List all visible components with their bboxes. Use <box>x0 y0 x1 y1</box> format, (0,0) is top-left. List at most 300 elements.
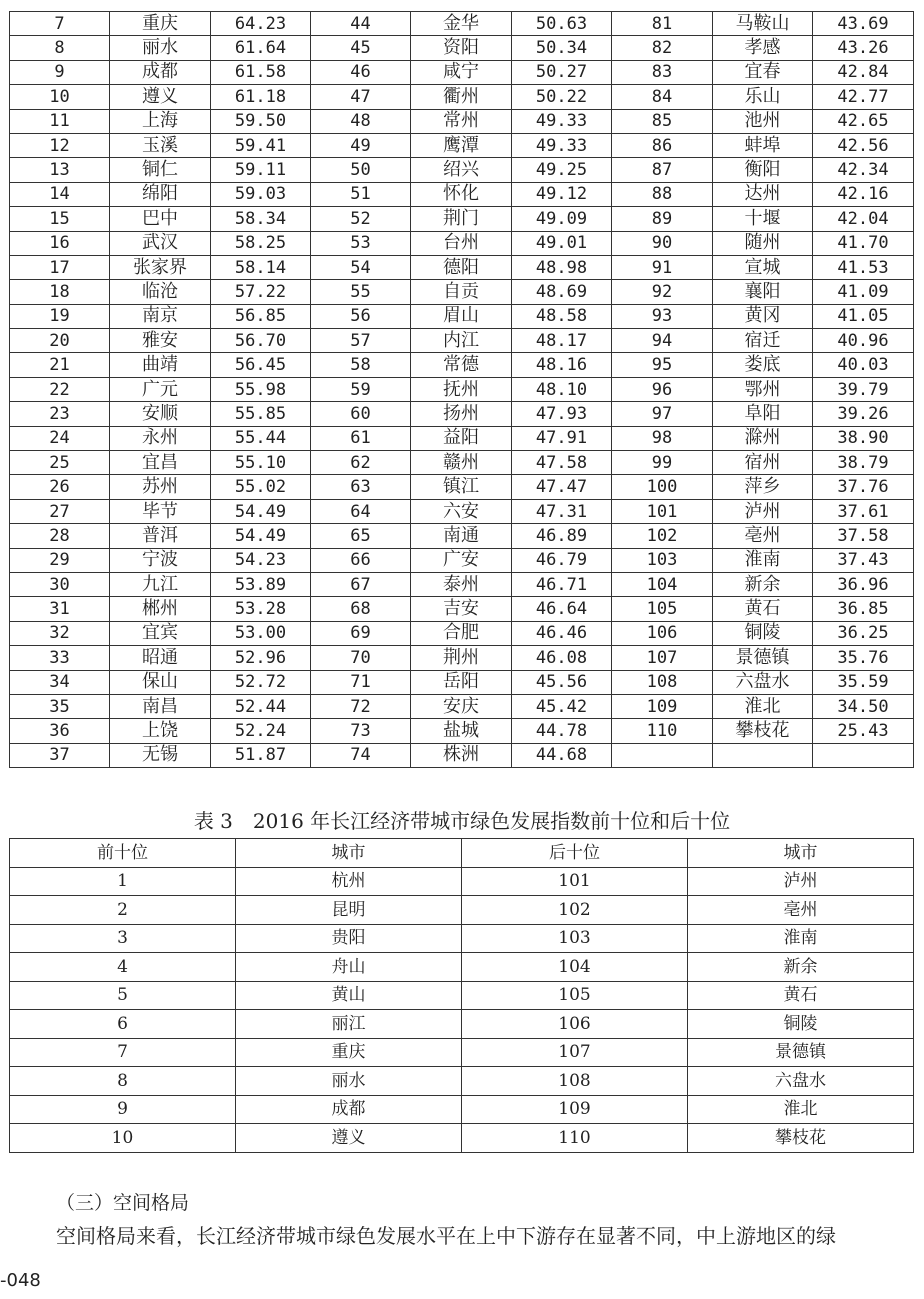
score-cell: 47.31 <box>512 499 612 523</box>
city-cell: 攀枝花 <box>688 1124 914 1153</box>
table-row <box>10 475 914 499</box>
city-cell: 达州 <box>713 182 813 206</box>
score-cell: 58.25 <box>211 231 311 255</box>
rank-cell: 83 <box>612 60 713 84</box>
score-cell: 42.34 <box>813 158 914 182</box>
city-cell: 内江 <box>411 329 512 353</box>
rank-cell: 65 <box>311 524 411 548</box>
rank-cell: 101 <box>462 867 688 896</box>
score-cell: 39.79 <box>813 377 914 401</box>
rank-cell: 35 <box>10 694 110 718</box>
city-cell: 淮北 <box>713 694 813 718</box>
city-cell: 保山 <box>110 670 211 694</box>
table-row <box>10 572 914 596</box>
rank-cell: 86 <box>612 133 713 157</box>
table-row <box>10 621 914 645</box>
city-cell: 扬州 <box>411 402 512 426</box>
table-row <box>10 231 914 255</box>
city-cell: 抚州 <box>411 377 512 401</box>
city-cell: 吉安 <box>411 597 512 621</box>
rank-cell: 58 <box>311 353 411 377</box>
table-row <box>10 85 914 109</box>
score-cell: 37.76 <box>813 475 914 499</box>
city-cell: 滁州 <box>713 426 813 450</box>
score-cell: 49.09 <box>512 207 612 231</box>
rank-cell: 100 <box>612 475 713 499</box>
rank-cell: 73 <box>311 719 411 743</box>
rank-cell: 12 <box>10 133 110 157</box>
score-cell: 40.96 <box>813 329 914 353</box>
score-cell: 47.58 <box>512 451 612 475</box>
city-cell: 武汉 <box>110 231 211 255</box>
city-cell: 绵阳 <box>110 182 211 206</box>
city-cell: 苏州 <box>110 475 211 499</box>
city-cell: 宣城 <box>713 255 813 279</box>
rank-cell: 67 <box>311 572 411 596</box>
city-cell: 丽水 <box>236 1067 462 1096</box>
score-cell: 54.49 <box>211 524 311 548</box>
city-cell: 亳州 <box>688 896 914 925</box>
city-cell: 无锡 <box>110 743 211 767</box>
table-row <box>10 36 914 60</box>
table-row <box>10 924 914 953</box>
rank-cell: 6 <box>10 1010 236 1039</box>
score-cell: 41.53 <box>813 255 914 279</box>
city-cell: 怀化 <box>411 182 512 206</box>
score-cell: 64.23 <box>211 12 311 36</box>
rank-cell: 15 <box>10 207 110 231</box>
score-cell: 43.26 <box>813 36 914 60</box>
rank-cell: 23 <box>10 402 110 426</box>
city-cell: 资阳 <box>411 36 512 60</box>
score-cell: 39.26 <box>813 402 914 426</box>
rank-cell: 10 <box>10 1124 236 1153</box>
city-cell: 临沧 <box>110 280 211 304</box>
score-cell: 53.00 <box>211 621 311 645</box>
rank-cell: 66 <box>311 548 411 572</box>
city-cell: 上饶 <box>110 719 211 743</box>
rank-cell: 2 <box>10 896 236 925</box>
city-cell: 株洲 <box>411 743 512 767</box>
rank-cell: 96 <box>612 377 713 401</box>
score-cell: 36.85 <box>813 597 914 621</box>
rank-cell: 13 <box>10 158 110 182</box>
ranking-table-body <box>10 12 914 768</box>
table3-title: 表 3 2016 年长江经济带城市绿色发展指数前十位和后十位 <box>193 809 731 833</box>
city-cell: 遵义 <box>110 85 211 109</box>
score-cell: 55.85 <box>211 402 311 426</box>
rank-cell: 20 <box>10 329 110 353</box>
score-cell: 46.71 <box>512 572 612 596</box>
city-cell: 安顺 <box>110 402 211 426</box>
city-cell: 铜陵 <box>713 621 813 645</box>
city-cell: 九江 <box>110 572 211 596</box>
score-cell: 44.78 <box>512 719 612 743</box>
city-cell <box>713 743 813 767</box>
city-cell: 舟山 <box>236 953 462 982</box>
table-row <box>10 255 914 279</box>
score-cell: 35.76 <box>813 646 914 670</box>
rank-cell: 60 <box>311 402 411 426</box>
score-cell: 42.65 <box>813 109 914 133</box>
city-cell: 咸宁 <box>411 60 512 84</box>
city-cell: 景德镇 <box>713 646 813 670</box>
ranking-table-continued <box>9 11 914 768</box>
city-cell: 丽江 <box>236 1010 462 1039</box>
city-cell: 成都 <box>110 60 211 84</box>
city-cell: 赣州 <box>411 451 512 475</box>
rank-cell: 106 <box>462 1010 688 1039</box>
score-cell: 42.04 <box>813 207 914 231</box>
city-cell: 永州 <box>110 426 211 450</box>
city-cell: 铜陵 <box>688 1010 914 1039</box>
city-cell: 益阳 <box>411 426 512 450</box>
table-row <box>10 719 914 743</box>
score-cell: 50.27 <box>512 60 612 84</box>
rank-cell: 68 <box>311 597 411 621</box>
rank-cell: 17 <box>10 255 110 279</box>
score-cell: 48.17 <box>512 329 612 353</box>
score-cell: 53.28 <box>211 597 311 621</box>
rank-cell: 70 <box>311 646 411 670</box>
city-cell: 安庆 <box>411 694 512 718</box>
table-row <box>10 867 914 896</box>
table-row <box>10 12 914 36</box>
score-cell: 54.23 <box>211 548 311 572</box>
rank-cell: 105 <box>462 981 688 1010</box>
rank-cell: 63 <box>311 475 411 499</box>
rank-cell: 108 <box>612 670 713 694</box>
rank-cell: 4 <box>10 953 236 982</box>
table-row <box>10 182 914 206</box>
score-cell: 45.56 <box>512 670 612 694</box>
city-cell: 南昌 <box>110 694 211 718</box>
score-cell: 37.43 <box>813 548 914 572</box>
city-cell: 蚌埠 <box>713 133 813 157</box>
rank-cell: 62 <box>311 451 411 475</box>
score-cell: 37.61 <box>813 499 914 523</box>
rank-cell: 37 <box>10 743 110 767</box>
score-cell: 48.10 <box>512 377 612 401</box>
city-cell: 绍兴 <box>411 158 512 182</box>
score-cell: 48.58 <box>512 304 612 328</box>
city-cell: 鄂州 <box>713 377 813 401</box>
table-row <box>10 133 914 157</box>
city-cell: 玉溪 <box>110 133 211 157</box>
section-heading: （三）空间格局 <box>56 1192 190 1214</box>
table-row <box>10 694 914 718</box>
score-cell: 44.68 <box>512 743 612 767</box>
score-cell: 59.11 <box>211 158 311 182</box>
score-cell: 52.24 <box>211 719 311 743</box>
city-cell: 成都 <box>236 1095 462 1124</box>
city-cell: 萍乡 <box>713 475 813 499</box>
score-cell: 48.98 <box>512 255 612 279</box>
score-cell: 58.14 <box>211 255 311 279</box>
city-cell: 淮北 <box>688 1095 914 1124</box>
rank-cell: 59 <box>311 377 411 401</box>
score-cell: 52.44 <box>211 694 311 718</box>
city-cell: 岳阳 <box>411 670 512 694</box>
score-cell: 47.91 <box>512 426 612 450</box>
rank-cell: 52 <box>311 207 411 231</box>
score-cell: 56.70 <box>211 329 311 353</box>
rank-cell: 104 <box>612 572 713 596</box>
rank-cell: 91 <box>612 255 713 279</box>
rank-cell: 19 <box>10 304 110 328</box>
page-number: -048 <box>0 1270 41 1291</box>
table-row <box>10 981 914 1010</box>
score-cell: 55.10 <box>211 451 311 475</box>
score-cell: 56.85 <box>211 304 311 328</box>
table-row <box>10 426 914 450</box>
city-cell: 亳州 <box>713 524 813 548</box>
rank-cell: 48 <box>311 109 411 133</box>
rank-cell: 104 <box>462 953 688 982</box>
rank-cell: 99 <box>612 451 713 475</box>
city-cell: 宜春 <box>713 60 813 84</box>
score-cell: 61.58 <box>211 60 311 84</box>
score-cell: 49.33 <box>512 109 612 133</box>
rank-cell: 72 <box>311 694 411 718</box>
score-cell: 48.69 <box>512 280 612 304</box>
city-cell: 普洱 <box>110 524 211 548</box>
score-cell: 34.50 <box>813 694 914 718</box>
table3-header-cell: 城市 <box>236 839 462 868</box>
rank-cell: 110 <box>612 719 713 743</box>
city-cell: 宿州 <box>713 451 813 475</box>
table3-header-cell: 后十位 <box>462 839 688 868</box>
score-cell: 47.93 <box>512 402 612 426</box>
rank-cell: 101 <box>612 499 713 523</box>
city-cell: 常德 <box>411 353 512 377</box>
score-cell: 42.84 <box>813 60 914 84</box>
city-cell: 马鞍山 <box>713 12 813 36</box>
score-cell: 53.89 <box>211 572 311 596</box>
score-cell: 40.03 <box>813 353 914 377</box>
city-cell: 新余 <box>688 953 914 982</box>
city-cell: 南通 <box>411 524 512 548</box>
table-row <box>10 402 914 426</box>
rank-cell: 46 <box>311 60 411 84</box>
city-cell: 泸州 <box>688 867 914 896</box>
rank-cell: 109 <box>612 694 713 718</box>
table-row <box>10 207 914 231</box>
score-cell: 46.46 <box>512 621 612 645</box>
city-cell: 广元 <box>110 377 211 401</box>
score-cell: 42.77 <box>813 85 914 109</box>
city-cell: 巴中 <box>110 207 211 231</box>
rank-cell: 21 <box>10 353 110 377</box>
rank-cell: 34 <box>10 670 110 694</box>
table-row <box>10 109 914 133</box>
city-cell: 雅安 <box>110 329 211 353</box>
rank-cell: 32 <box>10 621 110 645</box>
table-row <box>10 548 914 572</box>
rank-cell: 9 <box>10 60 110 84</box>
rank-cell: 93 <box>612 304 713 328</box>
score-cell: 38.90 <box>813 426 914 450</box>
rank-cell: 8 <box>10 36 110 60</box>
rank-cell: 7 <box>10 12 110 36</box>
city-cell: 襄阳 <box>713 280 813 304</box>
rank-cell: 90 <box>612 231 713 255</box>
city-cell: 贵阳 <box>236 924 462 953</box>
city-cell: 毕节 <box>110 499 211 523</box>
city-cell: 十堰 <box>713 207 813 231</box>
city-cell: 眉山 <box>411 304 512 328</box>
rank-cell: 61 <box>311 426 411 450</box>
table-row <box>10 377 914 401</box>
score-cell: 49.12 <box>512 182 612 206</box>
rank-cell: 107 <box>612 646 713 670</box>
city-cell: 宁波 <box>110 548 211 572</box>
score-cell: 50.34 <box>512 36 612 60</box>
rank-cell: 110 <box>462 1124 688 1153</box>
city-cell: 衡阳 <box>713 158 813 182</box>
table3-header-row <box>10 839 914 868</box>
rank-cell: 71 <box>311 670 411 694</box>
city-cell: 乐山 <box>713 85 813 109</box>
city-cell: 昆明 <box>236 896 462 925</box>
score-cell: 42.16 <box>813 182 914 206</box>
city-cell: 荆州 <box>411 646 512 670</box>
rank-cell: 88 <box>612 182 713 206</box>
score-cell: 42.56 <box>813 133 914 157</box>
rank-cell: 26 <box>10 475 110 499</box>
rank-cell: 44 <box>311 12 411 36</box>
rank-cell: 29 <box>10 548 110 572</box>
city-cell: 黄山 <box>236 981 462 1010</box>
city-cell: 盐城 <box>411 719 512 743</box>
rank-cell: 18 <box>10 280 110 304</box>
score-cell: 46.89 <box>512 524 612 548</box>
table-row <box>10 158 914 182</box>
city-cell: 六盘水 <box>688 1067 914 1096</box>
rank-cell: 108 <box>462 1067 688 1096</box>
rank-cell: 33 <box>10 646 110 670</box>
table-row <box>10 499 914 523</box>
score-cell: 52.72 <box>211 670 311 694</box>
rank-cell: 51 <box>311 182 411 206</box>
score-cell: 58.34 <box>211 207 311 231</box>
city-cell: 宿迁 <box>713 329 813 353</box>
score-cell: 48.16 <box>512 353 612 377</box>
city-cell: 荆门 <box>411 207 512 231</box>
rank-cell: 81 <box>612 12 713 36</box>
score-cell: 45.42 <box>512 694 612 718</box>
rank-cell: 95 <box>612 353 713 377</box>
city-cell: 丽水 <box>110 36 211 60</box>
table-row <box>10 280 914 304</box>
rank-cell: 30 <box>10 572 110 596</box>
score-cell: 46.79 <box>512 548 612 572</box>
table-row <box>10 524 914 548</box>
rank-cell: 31 <box>10 597 110 621</box>
city-cell: 金华 <box>411 12 512 36</box>
rank-cell: 9 <box>10 1095 236 1124</box>
score-cell: 43.69 <box>813 12 914 36</box>
rank-cell: 97 <box>612 402 713 426</box>
table-row <box>10 646 914 670</box>
score-cell: 49.25 <box>512 158 612 182</box>
rank-cell: 7 <box>10 1038 236 1067</box>
score-cell: 46.08 <box>512 646 612 670</box>
rank-cell: 5 <box>10 981 236 1010</box>
score-cell: 37.58 <box>813 524 914 548</box>
city-cell: 重庆 <box>236 1038 462 1067</box>
table-row <box>10 743 914 767</box>
table-row <box>10 60 914 84</box>
city-cell: 合肥 <box>411 621 512 645</box>
city-cell: 镇江 <box>411 475 512 499</box>
score-cell: 50.22 <box>512 85 612 109</box>
table-row <box>10 1124 914 1153</box>
city-cell: 铜仁 <box>110 158 211 182</box>
rank-cell: 56 <box>311 304 411 328</box>
score-cell: 54.49 <box>211 499 311 523</box>
rank-cell: 92 <box>612 280 713 304</box>
city-cell: 曲靖 <box>110 353 211 377</box>
score-cell <box>813 743 914 767</box>
score-cell: 38.79 <box>813 451 914 475</box>
table-row <box>10 1010 914 1039</box>
rank-cell: 10 <box>10 85 110 109</box>
score-cell: 35.59 <box>813 670 914 694</box>
city-cell: 阜阳 <box>713 402 813 426</box>
rank-cell: 57 <box>311 329 411 353</box>
score-cell: 47.47 <box>512 475 612 499</box>
city-cell: 自贡 <box>411 280 512 304</box>
city-cell: 娄底 <box>713 353 813 377</box>
top-bottom-ten-table <box>9 838 914 1153</box>
city-cell: 昭通 <box>110 646 211 670</box>
city-cell: 六安 <box>411 499 512 523</box>
rank-cell: 98 <box>612 426 713 450</box>
rank-cell: 107 <box>462 1038 688 1067</box>
city-cell: 泸州 <box>713 499 813 523</box>
city-cell: 黄石 <box>688 981 914 1010</box>
score-cell: 61.18 <box>211 85 311 109</box>
rank-cell: 55 <box>311 280 411 304</box>
table-row <box>10 353 914 377</box>
score-cell: 46.64 <box>512 597 612 621</box>
city-cell: 衢州 <box>411 85 512 109</box>
score-cell: 59.50 <box>211 109 311 133</box>
rank-cell: 87 <box>612 158 713 182</box>
rank-cell: 102 <box>462 896 688 925</box>
score-cell: 56.45 <box>211 353 311 377</box>
rank-cell: 85 <box>612 109 713 133</box>
city-cell: 台州 <box>411 231 512 255</box>
table-row <box>10 451 914 475</box>
rank-cell: 64 <box>311 499 411 523</box>
rank-cell: 69 <box>311 621 411 645</box>
score-cell: 55.98 <box>211 377 311 401</box>
city-cell: 黄石 <box>713 597 813 621</box>
city-cell: 淮南 <box>688 924 914 953</box>
rank-cell: 47 <box>311 85 411 109</box>
score-cell: 41.05 <box>813 304 914 328</box>
rank-cell: 50 <box>311 158 411 182</box>
city-cell: 广安 <box>411 548 512 572</box>
city-cell: 随州 <box>713 231 813 255</box>
rank-cell: 109 <box>462 1095 688 1124</box>
city-cell: 池州 <box>713 109 813 133</box>
rank-cell: 16 <box>10 231 110 255</box>
rank-cell: 103 <box>612 548 713 572</box>
table3-header-cell: 城市 <box>688 839 914 868</box>
